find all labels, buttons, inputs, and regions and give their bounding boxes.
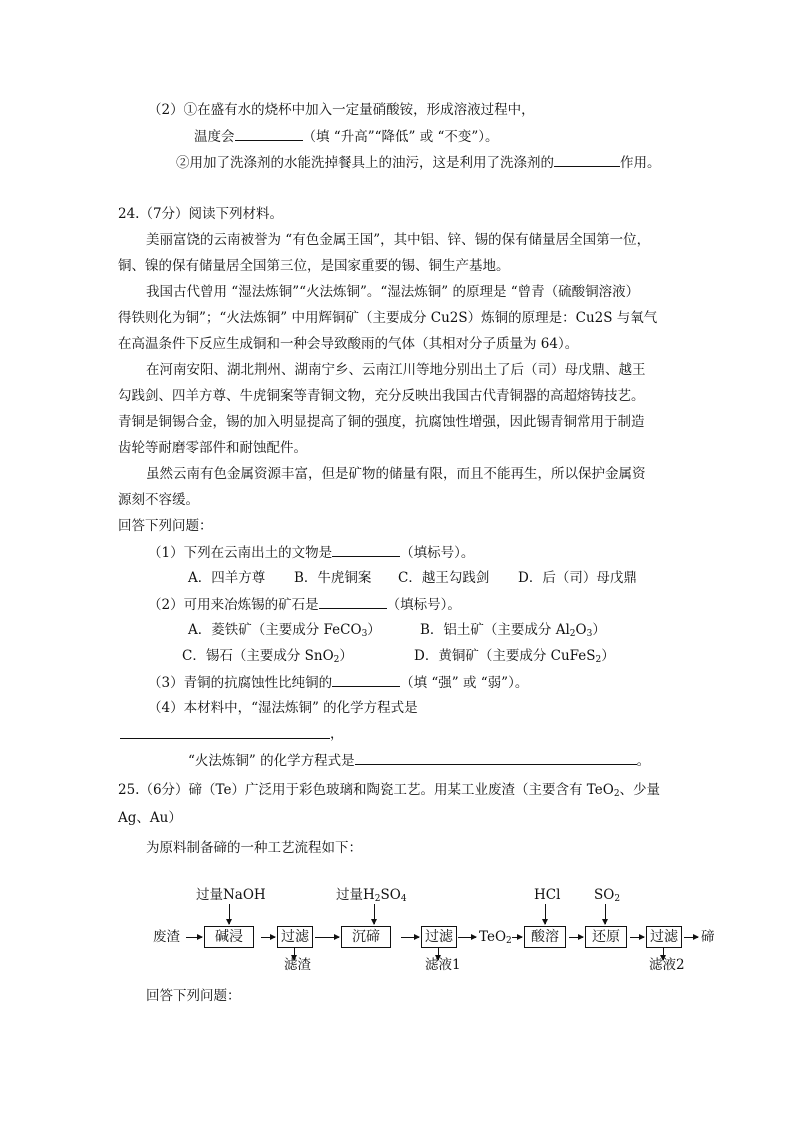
- q24-sub1-option-b: B．牛虎铜案: [294, 570, 372, 586]
- option-text: A．菱铁矿（主要成分 FeCO: [188, 622, 362, 638]
- output-residue: 滤渣: [284, 957, 311, 973]
- q24-sub4-l2-suffix: 。: [636, 753, 651, 769]
- option-end: ）: [601, 648, 615, 664]
- reagent-text: SO: [380, 887, 401, 903]
- q24-sub4-line1: （4）本材料中，“湿法炼铜” 的化学方程式是: [148, 700, 418, 716]
- box-precipitate-te: 沉碲: [341, 926, 391, 948]
- answer-blank-long[interactable]: [120, 738, 330, 739]
- arrow-right: [261, 937, 275, 938]
- subscript: 2: [595, 655, 602, 665]
- q23-line2-prefix: 温度会: [194, 129, 235, 145]
- q24-para3-line4: 齿轮等耐磨零部件和耐蚀配件。: [118, 440, 307, 456]
- subscript: 4: [400, 894, 407, 904]
- q24-para1-line1: 美丽富饶的云南被誉为 “有色金属王国”，其中铝、锌、锡的保有储量居全国第一位，: [146, 232, 651, 248]
- arrow-right: [186, 937, 202, 938]
- q24-para3-line2: 勾践剑、四羊方尊、牛虎铜案等青铜文物，充分反映出我国古代青铜器的高超熔铸技艺。: [118, 388, 645, 404]
- reagent-hcl: HCl: [534, 887, 561, 903]
- q24-sub1-option-a: A．四羊方尊: [188, 570, 266, 586]
- q24-sub3-suffix: （填 “强” 或 “弱”）。: [400, 675, 529, 691]
- output-filtrate-2: 滤液2: [649, 957, 685, 973]
- answer-blank[interactable]: [332, 672, 400, 687]
- q24-para3-line1: 在河南安阳、湖北荆州、湖南宁乡、云南江川等地分别出土了后（司）母戊鼎、越王: [146, 362, 646, 378]
- q24-sub2-option-a: [188, 620, 381, 640]
- option-mid: O: [575, 622, 587, 638]
- q24-para2-line3: 在高温条件下反应生成铜和一种会导致酸雨的气体（其相对分子质量为 64）。: [118, 336, 579, 352]
- q24-para3-line3: 青铜是铜锡合金，锡的加入明显提高了铜的强度，抗腐蚀性增强，因此锡青铜常用于制造: [118, 414, 645, 430]
- q23-line3-prefix: ②用加了洗涤剂的水能洗掉餐具上的油污，这是利用了洗涤剂的: [176, 155, 554, 171]
- reagent-so2: [594, 886, 620, 904]
- arrow-right: [512, 937, 522, 938]
- q24-sub1-prefix: （1）下列在云南出土的文物是: [148, 545, 333, 561]
- box-filter-3: 过滤: [646, 926, 682, 948]
- q25-heading: [118, 780, 660, 800]
- arrow-down: [605, 904, 606, 924]
- q23-line2-suffix: （填 “升高”“降低” 或 “不变”）。: [302, 129, 499, 145]
- flow-text: TeO: [479, 929, 507, 945]
- arrow-right: [630, 937, 644, 938]
- reagent-naoh: 过量NaOH: [196, 887, 266, 903]
- option-text: B．铝土矿（主要成分 Al: [420, 622, 570, 638]
- q23-part2-line2: [194, 126, 499, 147]
- box-alkali-leach: 碱浸: [204, 926, 254, 948]
- q24-sub2-prefix: （2）可用来冶炼锡的矿石是: [148, 597, 319, 613]
- q24-sub3-prefix: （3）青铜的抗腐蚀性比纯铜的: [148, 675, 333, 691]
- q24-answer-prompt: 回答下列问题：: [118, 518, 213, 534]
- q24-sub2-suffix: （填标号）。: [386, 597, 461, 613]
- subscript: 2: [569, 629, 576, 639]
- box-reduction: 还原: [585, 926, 627, 948]
- q24-sub3: [148, 672, 528, 693]
- flow-start-waste: 废渣: [153, 929, 180, 945]
- q24-sub2-option-c: [182, 646, 353, 666]
- q24-sub1-suffix: （填标号）。: [400, 545, 475, 561]
- reagent-text: SO: [594, 887, 615, 903]
- answer-blank[interactable]: [319, 594, 387, 609]
- q24-para4-line1: 虽然云南有色金属资源丰富，但是矿物的储量有限，而且不能再生，所以保护金属资: [146, 466, 646, 482]
- arrow-right: [458, 937, 476, 938]
- q24-para2-line2: 得铁则化为铜”；“火法炼铜” 中用辉铜矿（主要成分 Cu2S）炼铜的原理是：Cu2S 与氧气: [118, 310, 658, 326]
- subscript: 2: [613, 789, 620, 799]
- q24-sub4-comma: ，: [330, 726, 344, 742]
- subscript: 2: [614, 894, 621, 904]
- option-text: C．锡石（主要成分 SnO: [182, 648, 334, 664]
- subscript: 3: [361, 629, 368, 639]
- subscript: 3: [586, 629, 593, 639]
- q23-part2-line3: [176, 152, 661, 173]
- answer-blank[interactable]: [355, 750, 637, 765]
- q25-answer-prompt: 回答下列问题：: [146, 988, 241, 1004]
- subscript: 2: [333, 655, 340, 665]
- arrow-right: [569, 937, 583, 938]
- option-end: ）: [592, 622, 606, 638]
- q25-heading-prefix: 25.（6分）碲（Te）广泛用于彩色玻璃和陶瓷工艺。用某工业废渣（主要含有 TeO: [118, 782, 614, 798]
- q24-sub1-option-d: D．后（司）母戊鼎: [518, 570, 637, 586]
- q23-part2-line1: （2）①在盛有水的烧杯中加入一定量硝酸铵，形成溶液过程中，: [148, 102, 535, 118]
- option-end: ）: [339, 648, 353, 664]
- flow-teo2: [479, 928, 512, 946]
- answer-blank[interactable]: [235, 126, 303, 141]
- reagent-h2so4: [336, 886, 407, 904]
- answer-blank[interactable]: [554, 152, 620, 167]
- box-filter-2: 过滤: [421, 926, 457, 948]
- subscript: 2: [374, 894, 381, 904]
- arrow-right: [315, 937, 339, 938]
- arrow-right: [401, 937, 419, 938]
- reagent-text: 过量H: [336, 887, 375, 903]
- q24-sub1: [148, 542, 474, 563]
- q24-sub1-option-c: C．越王勾践剑: [398, 570, 490, 586]
- q24-sub4-l2-prefix: “火法炼铜” 的化学方程式是: [188, 753, 355, 769]
- q24-sub2-option-b: [420, 620, 606, 640]
- subscript: 2: [506, 936, 512, 946]
- arrow-right: [684, 937, 698, 938]
- answer-blank[interactable]: [332, 542, 400, 557]
- q23-line3-suffix: 作用。: [620, 155, 661, 171]
- q25-heading-suffix: 、少量: [619, 782, 661, 798]
- box-filter-1: 过滤: [277, 926, 313, 948]
- q24-sub2: [148, 594, 461, 615]
- arrow-down: [229, 904, 230, 924]
- q25-line3: 为原料制备碲的一种工艺流程如下：: [146, 840, 362, 856]
- arrow-down: [374, 904, 375, 924]
- q24-heading: 24.（7分）阅读下列材料。: [118, 206, 284, 222]
- box-acid-dissolve: 酸溶: [524, 926, 566, 948]
- q24-sub2-option-d: [414, 646, 615, 666]
- output-filtrate-1: 滤液1: [425, 957, 461, 973]
- arrow-down: [545, 904, 546, 924]
- q25-line2: Ag、Au）: [118, 810, 182, 826]
- q24-sub4-line2: [188, 750, 650, 771]
- q24-para1-line2: 铜、镍的保有储量居全国第三位，是国家重要的锡、铜生产基地。: [118, 258, 510, 274]
- option-end: ）: [367, 622, 381, 638]
- option-text: D．黄铜矿（主要成分 CuFeS: [414, 648, 596, 664]
- flow-end-tellurium: 碲: [701, 929, 715, 945]
- q24-para2-line1: 我国古代曾用 “湿法炼铜”“火法炼铜”。“湿法炼铜” 的原理是 “曾青（硫酸铜溶液）: [146, 284, 640, 300]
- process-flowchart: [145, 884, 725, 984]
- q24-para4-line2: 源刻不容缓。: [118, 492, 199, 508]
